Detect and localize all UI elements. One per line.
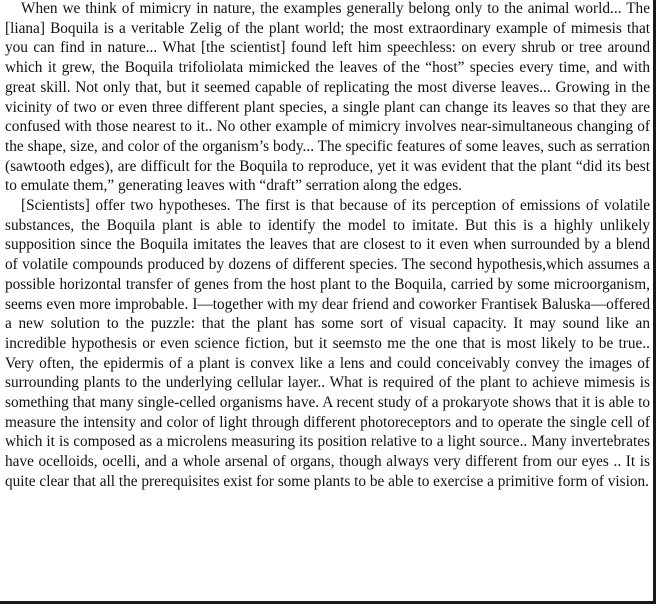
- paragraph-2: [Scientists] offer two hypotheses. The first is that because of its perception of emissions of volatile substances, the Boquila plant is able to identify the model to imitate. But this is a highly unlikely supposition since the Boquila imitates the leaves that are closest to it even when surrounded by a blend of volatile compounds produced by dozens of different species. The second hypothesis,which assumes a possible horizontal transfer of genes from the host plant to the Boquila, carried by some microorganism, seems even more improbable. I—together with my dear friend and coworker Frantisek Baluska—offered a new solution to the puzzle: that the plant has some sort of visual capacity. It may sound like an incredible hypothesis or even science fiction, but it seemsto me the one that is most likely to be true.. Very often, the epidermis of a plant is convex like a lens and could conceivably convey the images of surrounding plants to the underlying cellular layer.. What is required of the plant to achieve mimesis is something that many single-celled organisms have. A recent study of a prokaryote shows that it is able to measure the intensity and color of light through different photoreceptors and to operate the single cell of which it is composed as a microlens measuring its position relative to a light source.. Many invertebrates have ocelloids, ocelli, and a whole arsenal of organs, though always very different from our eyes .. It is quite clear that all the prerequisites exist for some plants to be able to exercise a primitive form of vision.: [5, 197, 650, 490]
- paragraph-1: When we think of mimicry in nature, the examples generally belong only to the animal world... The [liana] Boquila is a veritable Zelig of the plant world; the most extraordinary example of mimesis that you can find in nature... What [the scientist] found left him speechless: on every shrub or tree around which it grew, the Boquila trifoliolata mimicked the leaves of the “host” species every time, and with great skill. Not only that, but it seemed capable of replicating the most diverse leaves... Growing in the vicinity of two or even three different plant species, a single plant can change its leaves so that they are confused with those nearest to it.. No other example of mimicry involves near-simultaneous changing of the shape, size, and color of the organism’s body... The specific features of some leaves, such as serration (sawtooth edges), are difficult for the Boquila to reproduce, yet it was evident that the plant “did its best to emulate them,” generating leaves with “draft” serration along the edges.: [5, 0, 650, 195]
- text-body: [5, 0, 650, 492]
